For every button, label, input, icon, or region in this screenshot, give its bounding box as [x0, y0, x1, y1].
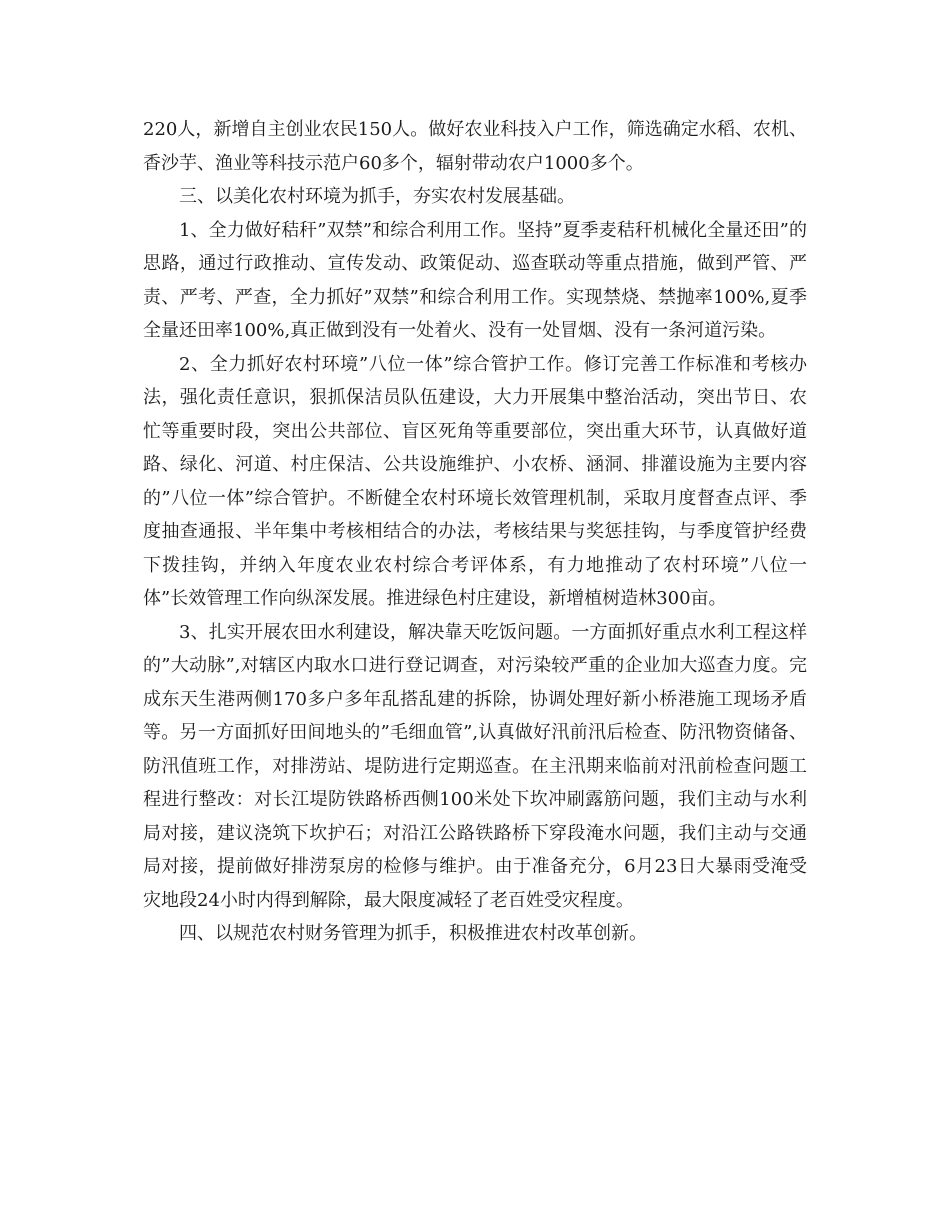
paragraph-rural-environment: 2、全力抓好农村环境”八位一体”综合管护工作。修订完善工作标准和考核办法，强化责任意识，狠抓保洁员队伍建设，大力开展集中整治活动，突出节日、农忙等重要时段，突出公共部位、盲区死角等重要部位，突出重大环节，认真做好道路、绿化、河道、村庄保洁、公共设施维护、小农桥、涵洞、排灌设施为主要内容的”八位一体”综合管护。不断健全农村环境长效管理机制，采取月度督查点评、季度抽查通报、半年集中考核相结合的办法，考核结果与奖惩挂钩，与季度管护经费下拨挂钩，并纳入年度农业农村综合考评体系，有力地推动了农村环境”八位一体”长效管理工作向纵深发展。推进绿色村庄建设，新增植树造林300亩。 — [143, 353, 807, 609]
section-heading-four: 四、以规范农村财务管理为抓手，积极推进农村改革创新。 — [179, 923, 647, 944]
paragraph-continued: 220人，新增自主创业农民150人。做好农业科技入户工作，筛选确定水稻、农机、香沙芋、渔业等科技示范户60多个，辐射带动农户1000多个。 — [143, 119, 807, 174]
document-body — [143, 113, 807, 951]
section-heading-three: 三、以美化农村环境为抓手，夯实农村发展基础。 — [179, 186, 575, 207]
paragraph-water-conservancy: 3、扎实开展农田水利建设，解决靠天吃饭问题。一方面抓好重点水利工程这样的”大动脉”,对辖区内取水口进行登记调查，对污染较严重的企业加大巡查力度。完成东天生港两侧170多户多年乱搭乱建的拆除，协调处理好新小桥港施工现场矛盾等。另一方面抓好田间地头的”毛细血管”,认真做好汛前汛后检查、防汛物资储备、防汛值班工作，对排涝站、堤防进行定期巡查。在主汛期来临前对汛前检查问题工程进行整改：对长江堤防铁路桥西侧100米处下坎冲刷露筋问题，我们主动与水利局对接，建议浇筑下坎护石；对沿江公路铁路桥下穿段淹水问题，我们主动与交通局对接，提前做好排涝泵房的检修与维护。由于准备充分，6月23日大暴雨受淹受灾地段24小时内得到解除，最大限度减轻了老百姓受灾程度。 — [143, 621, 807, 911]
paragraph-straw-ban: 1、全力做好秸秆”双禁”和综合利用工作。坚持”夏季麦秸秆机械化全量还田”的思路，通过行政推动、宣传发动、政策促动、巡查联动等重点措施，做到严管、严责、严考、严查，全力抓好”双禁”和综合利用工作。实现禁烧、禁抛率100%,夏季全量还田率100%,真正做到没有一处着火、没有一处冒烟、没有一条河道污染。 — [143, 219, 807, 341]
